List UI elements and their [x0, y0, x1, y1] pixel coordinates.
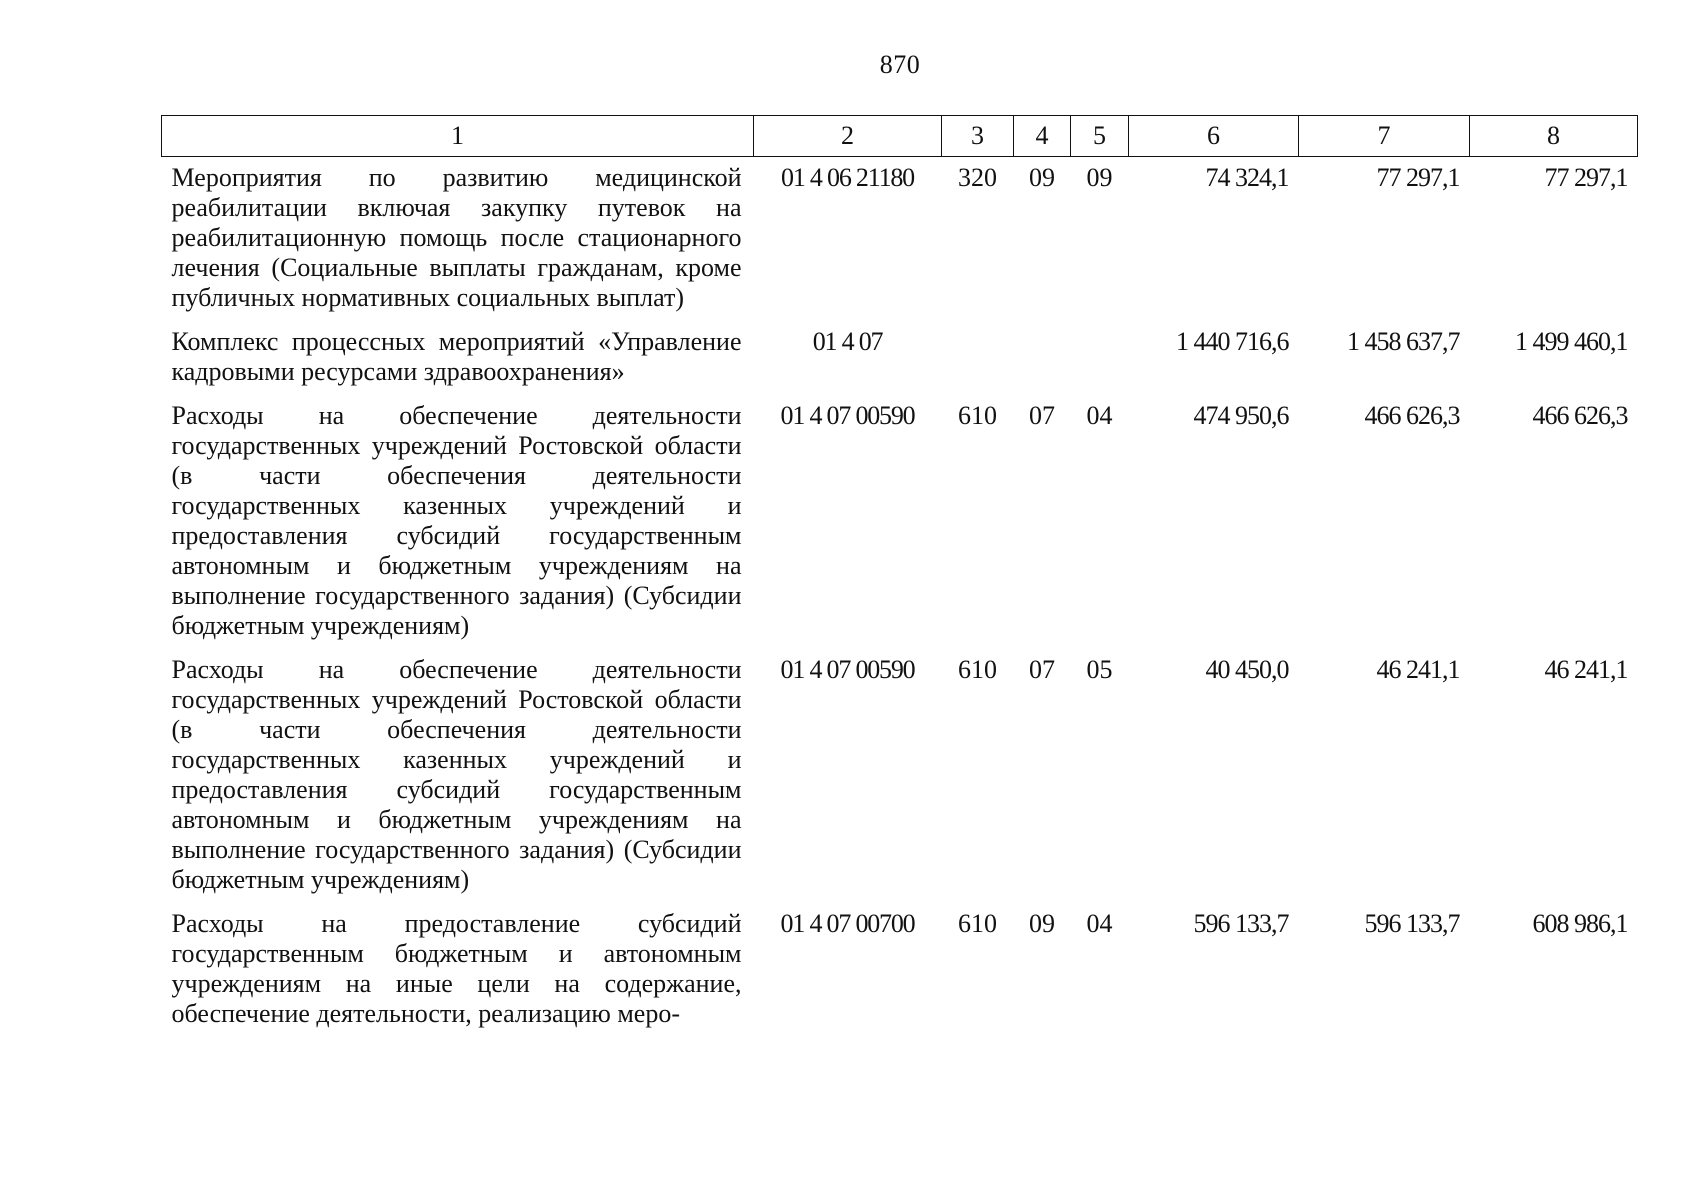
column-header: 4: [1014, 116, 1071, 157]
column-header: 6: [1129, 116, 1299, 157]
row-c7: 596 133,7: [1364, 909, 1460, 938]
table-row: [162, 323, 1638, 397]
row-c3: [942, 323, 1014, 397]
budget-table: [161, 115, 1638, 1039]
row-c4: [1014, 323, 1071, 397]
row-c7: 77 297,1: [1376, 163, 1460, 192]
row-description: Комплекс процессных мероприятий «Управление кадровыми ресурсами здравоохранения»: [171, 327, 742, 386]
column-header: 8: [1470, 116, 1638, 157]
row-c5: 04: [1086, 909, 1113, 938]
row-c4: 07: [1029, 655, 1055, 684]
row-c8: 608 986,1: [1532, 909, 1628, 938]
row-c6: 474 950,6: [1193, 401, 1289, 430]
table-row: [162, 397, 1638, 651]
column-header: 5: [1071, 116, 1129, 157]
column-header: 3: [942, 116, 1014, 157]
row-c6: 40 450,0: [1205, 655, 1289, 684]
row-description: Расходы на обеспечение деятельности государственных учреждений Ростовской области (в части обеспечения деятельности государственных казенных учреждений и предоставления субсидий государственным автономным и бюджетным учреждениям на выполнение государственного задания) (Субсидии бюджетным учреждениям): [171, 401, 742, 640]
row-c3: 610: [958, 655, 997, 684]
row-c4: 07: [1029, 401, 1055, 430]
row-c8: 77 297,1: [1544, 163, 1628, 192]
table-row: [162, 157, 1638, 324]
row-c7: 46 241,1: [1376, 655, 1460, 684]
column-header: 1: [162, 116, 754, 157]
row-c6: 1 440 716,6: [1176, 327, 1289, 356]
table-row: [162, 905, 1638, 1039]
row-c3: 610: [958, 909, 997, 938]
row-c3: 320: [958, 163, 997, 192]
row-c5: [1071, 323, 1129, 397]
row-c5: 09: [1086, 163, 1113, 192]
table-row: [162, 651, 1638, 905]
row-c6: 74 324,1: [1205, 163, 1289, 192]
row-code: 01 4 07 00700: [780, 909, 915, 938]
row-code: 01 4 07 00590: [780, 401, 915, 430]
row-code: 01 4 06 21180: [781, 163, 914, 192]
row-c6: 596 133,7: [1193, 909, 1289, 938]
row-c7: 1 458 637,7: [1347, 327, 1460, 356]
row-description: Расходы на предоставление субсидий государственным бюджетным и автономным учреждениям на иные цели на содержание, обеспечение деятельности, реализацию меро-: [171, 909, 742, 1028]
page-number: 870: [879, 50, 921, 79]
row-c5: 05: [1086, 655, 1113, 684]
row-c4: 09: [1029, 909, 1055, 938]
row-c5: 04: [1086, 401, 1113, 430]
row-c8: 466 626,3: [1532, 401, 1628, 430]
row-code: 01 4 07: [812, 327, 883, 356]
row-code: 01 4 07 00590: [780, 655, 915, 684]
column-header: 2: [754, 116, 942, 157]
header-row: [162, 116, 1638, 157]
row-c4: 09: [1029, 163, 1055, 192]
row-c8: 46 241,1: [1544, 655, 1628, 684]
row-c3: 610: [958, 401, 997, 430]
column-header: 7: [1299, 116, 1470, 157]
row-description: Мероприятия по развитию медицинской реабилитации включая закупку путевок на реабилитационную помощь после стационарного лечения (Социальные выплаты гражданам, кроме публичных нормативных социальных выплат): [171, 163, 742, 312]
row-c8: 1 499 460,1: [1515, 327, 1628, 356]
row-c7: 466 626,3: [1364, 401, 1460, 430]
row-description: Расходы на обеспечение деятельности государственных учреждений Ростовской области (в части обеспечения деятельности государственных казенных учреждений и предоставления субсидий государственным автономным и бюджетным учреждениям на выполнение государственного задания) (Субсидии бюджетным учреждениям): [171, 655, 742, 894]
